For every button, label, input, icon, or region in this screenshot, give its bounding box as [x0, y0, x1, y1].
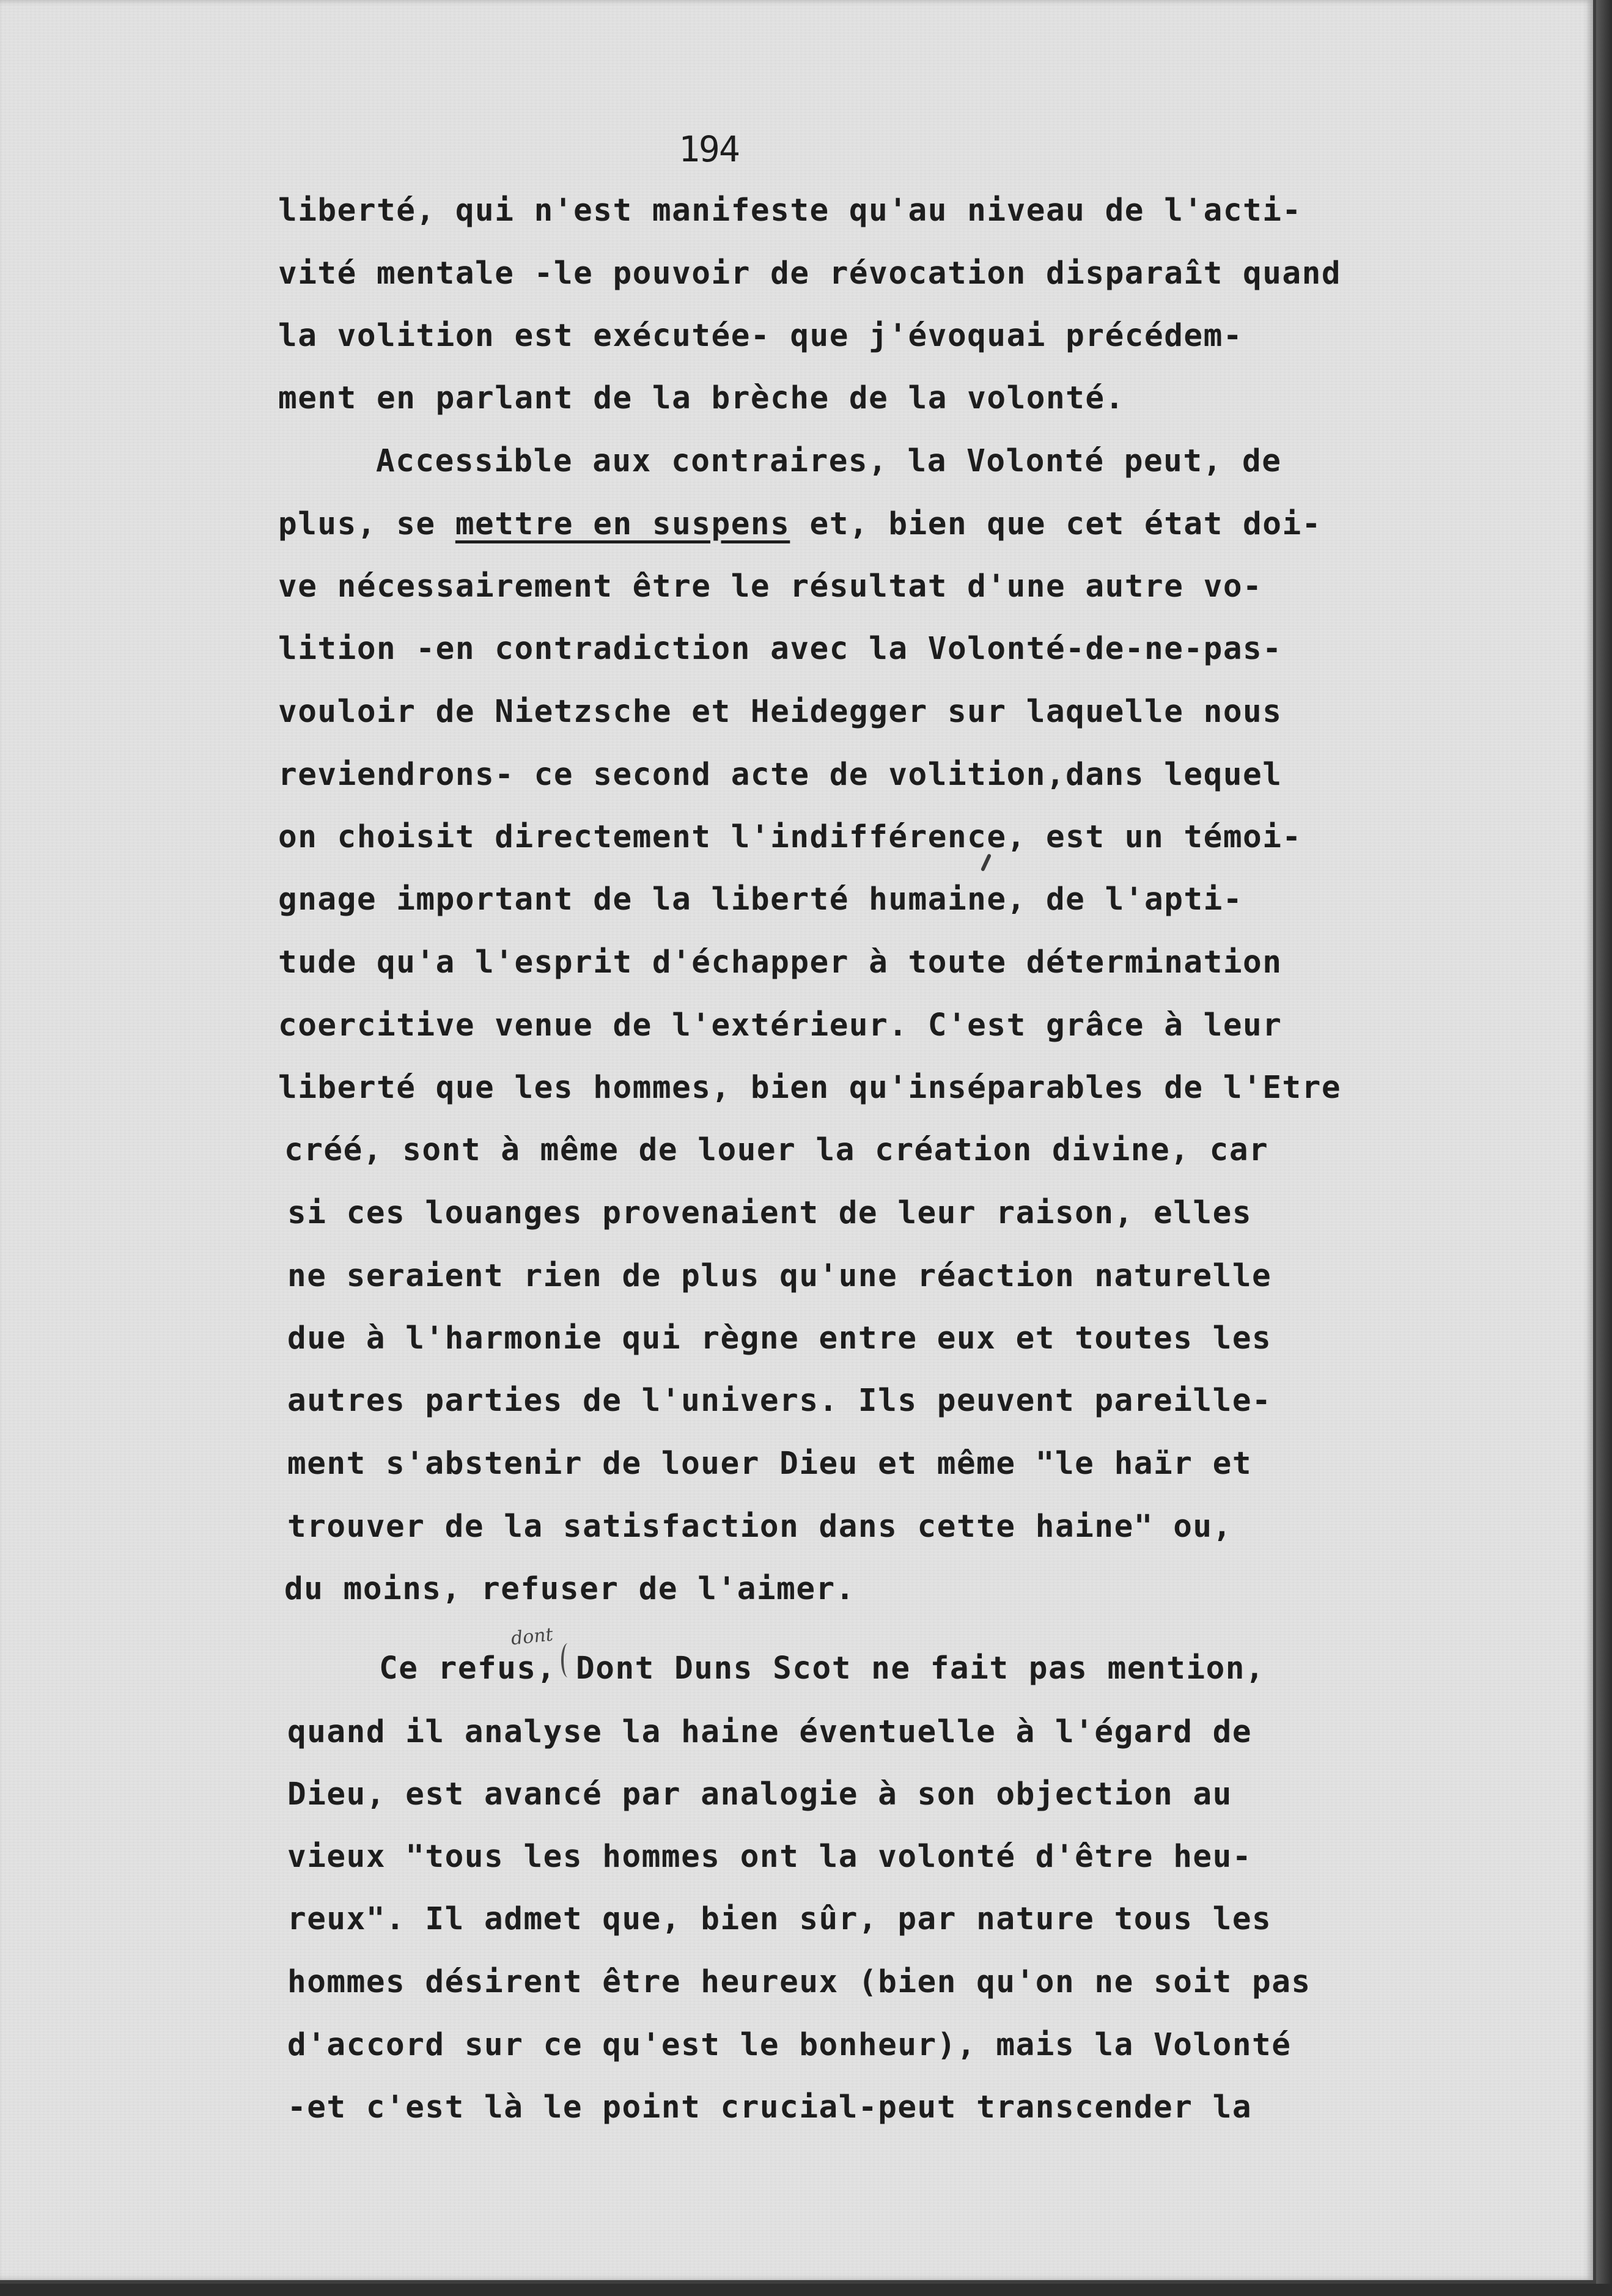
text-line: due à l'harmonie qui règne entre eux et toutes les — [287, 1320, 1272, 1356]
text-line: ment s'abstenir de louer Dieu et même "le haïr et — [287, 1446, 1253, 1482]
text-line: ne seraient rien de plus qu'une réaction naturelle — [287, 1258, 1272, 1294]
text-line: ve nécessairement être le résultat d'une autre vo- — [278, 568, 1263, 605]
page-number: 194 — [679, 128, 739, 170]
text-line: quand il analyse la haine éventuelle à l'égard de — [287, 1714, 1253, 1750]
text-line: liberté que les hommes, bien qu'inséparables de l'Etre — [278, 1070, 1342, 1106]
line-segment: et, bien que cet état doi- — [790, 506, 1322, 542]
text-line: autres parties de l'univers. Ils peuvent pareille- — [287, 1383, 1272, 1419]
text-line: Ce refus, Dont Duns Scot ne fait pas mention, — [379, 1650, 1265, 1687]
text-line: vouloir de Nietzsche et Heidegger sur laquelle nous — [278, 694, 1283, 730]
text-line: reux". Il admet que, bien sûr, par nature tous les — [287, 1901, 1272, 1937]
text-line: d'accord sur ce qu'est le bonheur), mais la Volonté — [287, 2027, 1292, 2063]
text-line: ment en parlant de la brèche de la volonté. — [278, 380, 1125, 416]
underlined-phrase: mettre en suspens — [455, 506, 790, 542]
handwritten-comma-mark — [981, 853, 992, 872]
text-line: lition -en contradiction avec la Volonté-de-ne-pas- — [278, 631, 1283, 667]
text-line: liberté, qui n'est manifeste qu'au niveau de l'acti- — [278, 193, 1302, 229]
text-line: coercitive venue de l'extérieur. C'est grâce à leur — [278, 1007, 1283, 1043]
text-line: Dieu, est avancé par analogie à son objection au — [287, 1776, 1232, 1812]
scan-edge — [0, 2284, 1612, 2296]
text-line: vieux "tous les hommes ont la volonté d'être heu- — [287, 1839, 1253, 1875]
text-line: la volition est exécutée- que j'évoquai précédem- — [278, 318, 1243, 354]
handwritten-annotation: dont — [510, 1624, 554, 1650]
text-line: si ces louanges provenaient de leur raison, elles — [287, 1195, 1253, 1231]
text-line: hommes désirent être heureux (bien qu'on ne soit pas — [287, 1964, 1311, 2000]
handwritten-mark — [561, 1643, 575, 1677]
text-line: créé, sont à même de louer la création divine, car — [284, 1132, 1269, 1168]
text-line: Accessible aux contraires, la Volonté peut, de — [376, 443, 1282, 479]
text-line: on choisit directement l'indifférence, est un témoi- — [278, 819, 1302, 855]
text-line: du moins, refuser de l'aimer. — [284, 1571, 855, 1607]
text-line: reviendrons- ce second acte de volition,dans lequel — [278, 757, 1283, 793]
text-line: -et c'est là le point crucial-peut transcender la — [287, 2089, 1253, 2125]
text-line: trouver de la satisfaction dans cette haine" ou, — [287, 1509, 1232, 1545]
line-segment: plus, se — [278, 506, 455, 542]
text-line: tude qu'a l'esprit d'échapper à toute détermination — [278, 944, 1283, 981]
scan-edge — [1596, 0, 1612, 2296]
text-line: vité mentale -le pouvoir de révocation disparaît quand — [278, 256, 1342, 292]
text-line: gnage important de la liberté humaine, de l'apti- — [278, 881, 1243, 918]
text-line — [278, 506, 1322, 543]
